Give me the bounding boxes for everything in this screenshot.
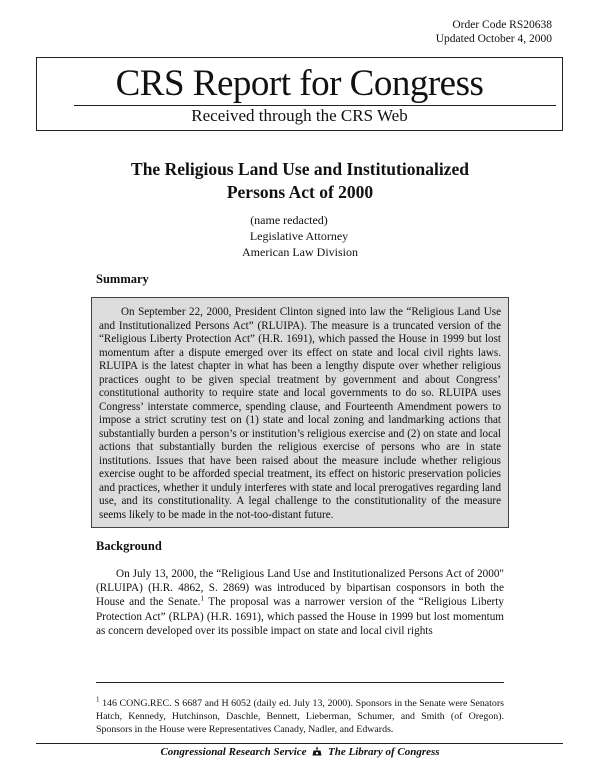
- background-text: [96, 567, 504, 638]
- summary-heading: Summary: [96, 272, 149, 286]
- footnote: [96, 697, 504, 736]
- summary-text: On September 22, 2000, President Clinton signed into law the “Religious Land Use and Institutionalized Persons Act” (RLUIPA). The measure is a truncated version of the “Religious Liberty Protection Act” (H.R. 1691), which passed the House in 1999 but lost momentum after a dispute emerged over its effect on state and local civil rights laws. RLUIPA is the latest chapter in what has been a lengthy dispute over whether religious practices ought to be given special treatment by government and about Congress’ constitutional authority to require state and local governments to do so. RLUIPA uses Congress’ interstate commerce, spending clause, and Fourteenth Amendment powers to impose a strict scrutiny test on (1) state and local zoning and landmarking actions that substantially burden a person’s or institution’s religious exercise and (2) on state and local actions that substantially burden the religious exercise of persons who are in state institutions. Issues that have been raised about the measure include whether religious exercise ought to be afforded special treatment, its effect on historic preservation policies and practices, whether it unduly interferes with state and local prerogatives regarding land use, and its constitutionality. A legal challenge to the constitutionality of the measure seems likely to be made in the not-too-distant future.: [99, 306, 501, 521]
- footnote-ref[interactable]: 1: [200, 594, 204, 603]
- author-role: Legislative Attorney: [249, 229, 349, 243]
- title-line-2: Persons Act of 2000: [226, 182, 374, 202]
- background-heading: Background: [96, 539, 162, 553]
- footnote-text: 146 CONG.REC. S 6687 and H 6052 (daily ed. July 13, 2000). Sponsors in the Senate were Senators Hatch, Kennedy, Hutchinson, Daschle, Bennett, Lieberman, Schumer, and Smith (of Oregon). Sponsors in the House were Representatives Canady, Nadler, and Edwards.: [96, 698, 504, 735]
- summary-box: [91, 297, 509, 528]
- title-line-1: The Religious Land Use and Institutionalized: [131, 159, 469, 179]
- footer-divider: [36, 743, 563, 744]
- order-info: [436, 18, 552, 46]
- background-text-part1: On July 13, 2000, the “Religious Land Use and Institutionalized Persons Act of 2000" (RLUIPA) (H.R. 4862, S. 2869) was introduced by bipartisan cosponsors in both the House and the Senate.: [96, 568, 504, 609]
- page-footer: [0, 746, 600, 758]
- library-lamp-icon: [312, 746, 322, 756]
- banner-subtitle: Received through the CRS Web: [191, 106, 408, 125]
- background-text-part2: The proposal was a narrower version of the “Religious Liberty Protection Act” (RLPA) (H.R. 1691), which passed the House in 1999 but lost momentum as concern developed over its possible impact on state and local civil rights: [96, 596, 504, 637]
- footnote-divider: [96, 682, 504, 683]
- updated-date: Updated October 4, 2000: [435, 33, 552, 45]
- footnote-marker: 1: [96, 695, 100, 704]
- author-block: [0, 212, 600, 260]
- author-name: (name redacted): [250, 213, 328, 227]
- banner-title: CRS Report for Congress: [115, 63, 484, 104]
- footer-library: The Library of Congress: [328, 746, 440, 758]
- footer-crs: Congressional Research Service: [160, 746, 307, 758]
- document-title: [60, 158, 540, 204]
- author-division: American Law Division: [242, 245, 358, 259]
- report-banner: [36, 57, 563, 131]
- order-code: Order Code RS20638: [452, 19, 552, 31]
